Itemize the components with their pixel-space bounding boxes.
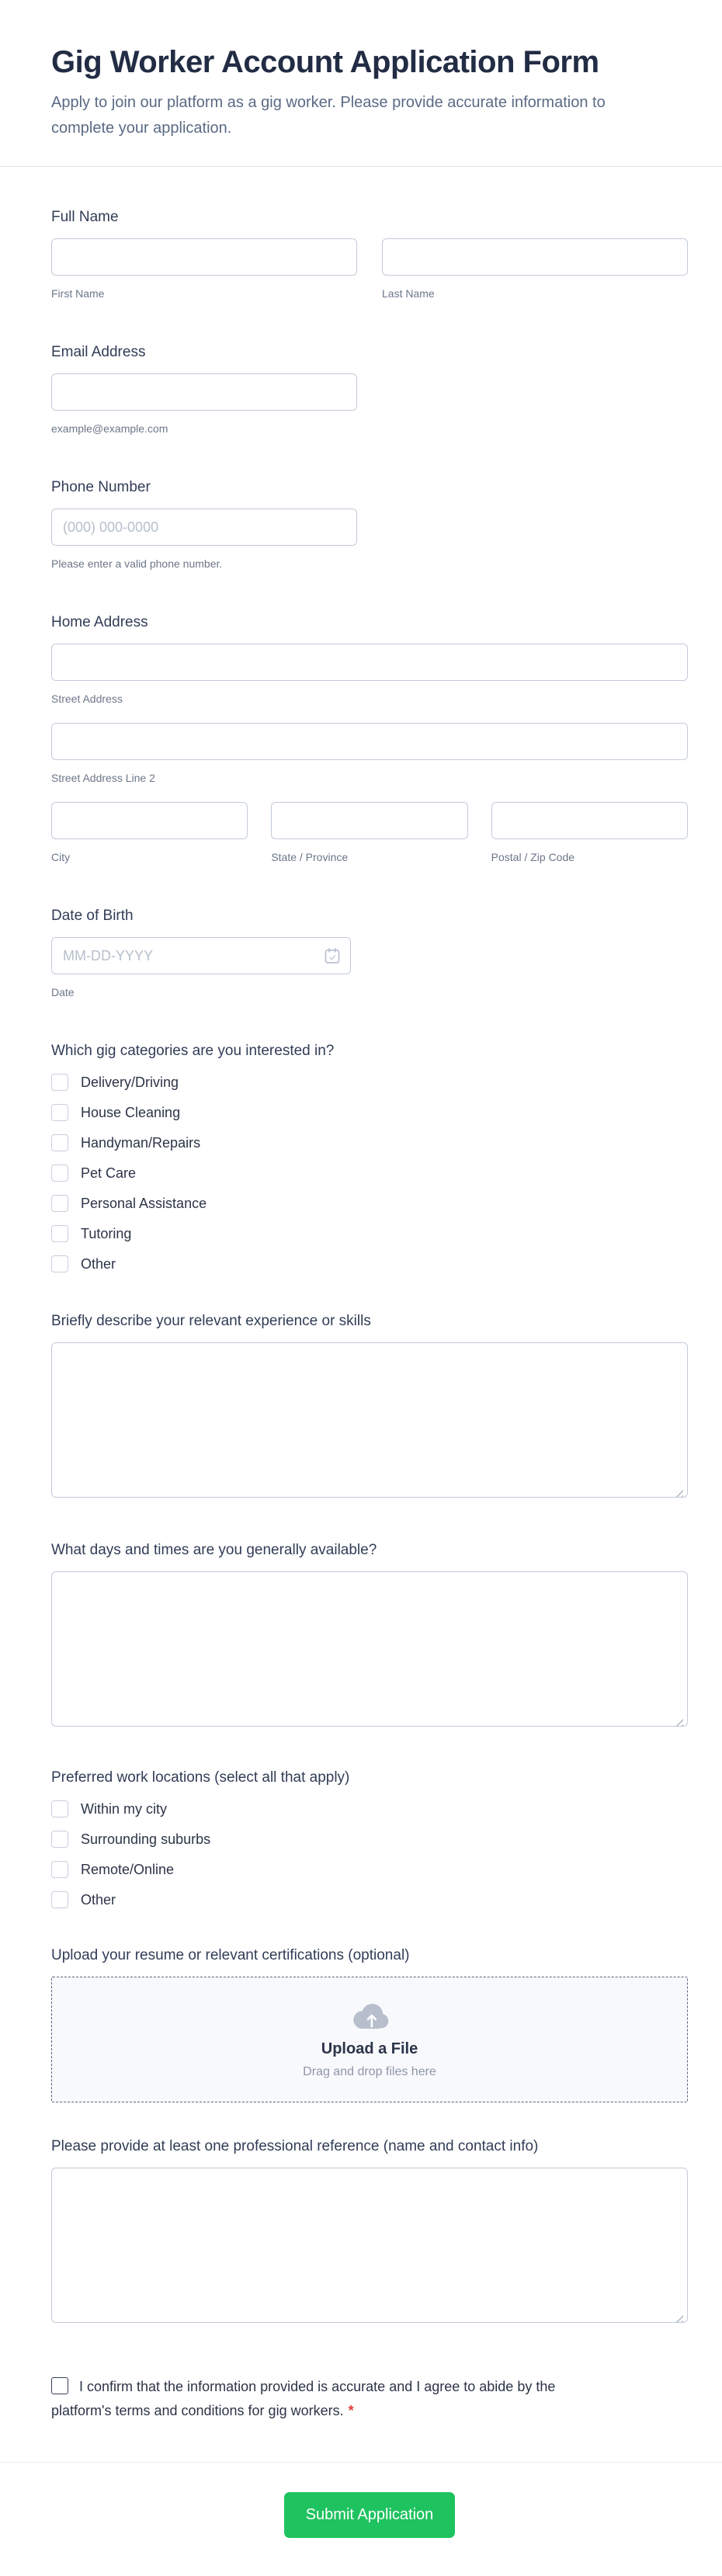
field-availability xyxy=(51,1542,688,1731)
location-option-remote-online[interactable] xyxy=(51,1861,688,1878)
street-address-input[interactable] xyxy=(51,644,688,681)
location-option-surrounding-suburbs[interactable] xyxy=(51,1831,688,1848)
field-gig-categories xyxy=(51,1043,688,1272)
terms-text: I confirm that the information provided is accurate and I agree to abide by the platform's terms and conditions for gig workers. xyxy=(51,2379,556,2418)
location-option-within-city[interactable] xyxy=(51,1800,688,1817)
gig-option-label: House Cleaning xyxy=(81,1105,181,1120)
calendar-icon[interactable] xyxy=(323,946,342,965)
terms-agreement xyxy=(51,2375,564,2423)
checkbox-icon xyxy=(51,1255,68,1272)
street-address2-input[interactable] xyxy=(51,723,688,760)
gig-option-label: Pet Care xyxy=(81,1165,137,1181)
email-hint: example@example.com xyxy=(51,422,168,435)
gig-option-tutoring[interactable] xyxy=(51,1225,688,1242)
postal-input[interactable] xyxy=(491,802,688,839)
dob-input[interactable] xyxy=(51,937,351,974)
street-address2-sublabel: Street Address Line 2 xyxy=(51,772,155,784)
street-address-sublabel: Street Address xyxy=(51,693,123,705)
field-reference xyxy=(51,2138,688,2327)
gig-option-personal-assistance[interactable] xyxy=(51,1195,688,1212)
reference-textarea[interactable] xyxy=(51,2168,688,2323)
gig-categories-label: Which gig categories are you interested in? xyxy=(51,1043,335,1059)
first-name-input[interactable] xyxy=(51,238,357,276)
last-name-input[interactable] xyxy=(382,238,688,276)
field-date-of-birth xyxy=(51,908,688,999)
gig-option-label: Tutoring xyxy=(81,1226,132,1241)
gig-option-other[interactable] xyxy=(51,1255,688,1272)
checkbox-icon xyxy=(51,1800,68,1817)
checkbox-icon xyxy=(51,1831,68,1848)
location-option-other[interactable] xyxy=(51,1891,688,1908)
state-sublabel: State / Province xyxy=(271,851,349,863)
gig-option-house-cleaning[interactable] xyxy=(51,1104,688,1121)
first-name-sublabel: First Name xyxy=(51,287,105,300)
location-option-label: Other xyxy=(81,1892,116,1908)
checkbox-icon xyxy=(51,1225,68,1242)
field-full-name xyxy=(51,209,688,300)
city-sublabel: City xyxy=(51,851,71,863)
gig-option-label: Other xyxy=(81,1256,116,1272)
page-title: Gig Worker Account Application Form xyxy=(51,45,599,79)
checkbox-icon xyxy=(51,1134,68,1151)
submit-button[interactable]: Submit Application xyxy=(284,2492,455,2538)
field-experience xyxy=(51,1313,688,1502)
state-input[interactable] xyxy=(271,802,467,839)
availability-textarea[interactable] xyxy=(51,1571,688,1727)
upload-label: Upload your resume or relevant certifications (optional) xyxy=(51,1947,410,1963)
full-name-label: Full Name xyxy=(51,209,119,225)
location-option-label: Remote/Online xyxy=(81,1862,175,1877)
gig-option-label: Personal Assistance xyxy=(81,1196,207,1211)
location-option-label: Within my city xyxy=(81,1801,168,1817)
field-locations xyxy=(51,1769,688,1908)
required-asterisk: * xyxy=(348,2403,354,2418)
gig-option-label: Handyman/Repairs xyxy=(81,1135,201,1151)
phone-input[interactable] xyxy=(51,509,357,546)
field-email xyxy=(51,344,688,436)
gig-option-label: Delivery/Driving xyxy=(81,1074,179,1090)
terms-checkbox[interactable] xyxy=(51,2377,68,2394)
checkbox-icon xyxy=(51,1861,68,1878)
file-dropzone[interactable] xyxy=(51,1977,688,2102)
experience-label: Briefly describe your relevant experience or skills xyxy=(51,1313,371,1329)
checkbox-icon xyxy=(51,1195,68,1212)
checkbox-icon xyxy=(51,1104,68,1121)
postal-sublabel: Postal / Zip Code xyxy=(491,851,575,863)
field-phone xyxy=(51,479,688,571)
field-home-address xyxy=(51,614,688,864)
dob-label: Date of Birth xyxy=(51,908,134,924)
page-subtitle: Apply to join our platform as a gig worker. Please provide accurate information to complete your application. xyxy=(51,94,606,137)
experience-textarea[interactable] xyxy=(51,1342,688,1498)
location-option-label: Surrounding suburbs xyxy=(81,1831,211,1847)
last-name-sublabel: Last Name xyxy=(382,287,435,300)
availability-label: What days and times are you generally available? xyxy=(51,1542,377,1558)
footer-divider xyxy=(0,2462,722,2463)
header-divider xyxy=(0,166,722,167)
checkbox-icon xyxy=(51,1074,68,1091)
email-label: Email Address xyxy=(51,344,146,360)
reference-label: Please provide at least one professional reference (name and contact info) xyxy=(51,2138,539,2154)
phone-label: Phone Number xyxy=(51,479,151,495)
upload-cloud-icon xyxy=(348,2000,391,2031)
checkbox-icon xyxy=(51,1891,68,1908)
phone-hint: Please enter a valid phone number. xyxy=(51,557,223,570)
gig-option-pet-care[interactable] xyxy=(51,1165,688,1182)
gig-option-handyman-repairs[interactable] xyxy=(51,1134,688,1151)
home-address-label: Home Address xyxy=(51,614,148,630)
checkbox-icon xyxy=(51,1165,68,1182)
gig-option-delivery-driving[interactable] xyxy=(51,1074,688,1091)
upload-hint-text: Drag and drop files here xyxy=(303,2065,436,2078)
field-upload xyxy=(51,1947,688,2102)
locations-label: Preferred work locations (select all that apply) xyxy=(51,1769,350,1786)
email-input[interactable] xyxy=(51,373,357,411)
upload-button-text: Upload a File xyxy=(321,2040,418,2057)
dob-sublabel: Date xyxy=(51,986,75,998)
city-input[interactable] xyxy=(51,802,248,839)
